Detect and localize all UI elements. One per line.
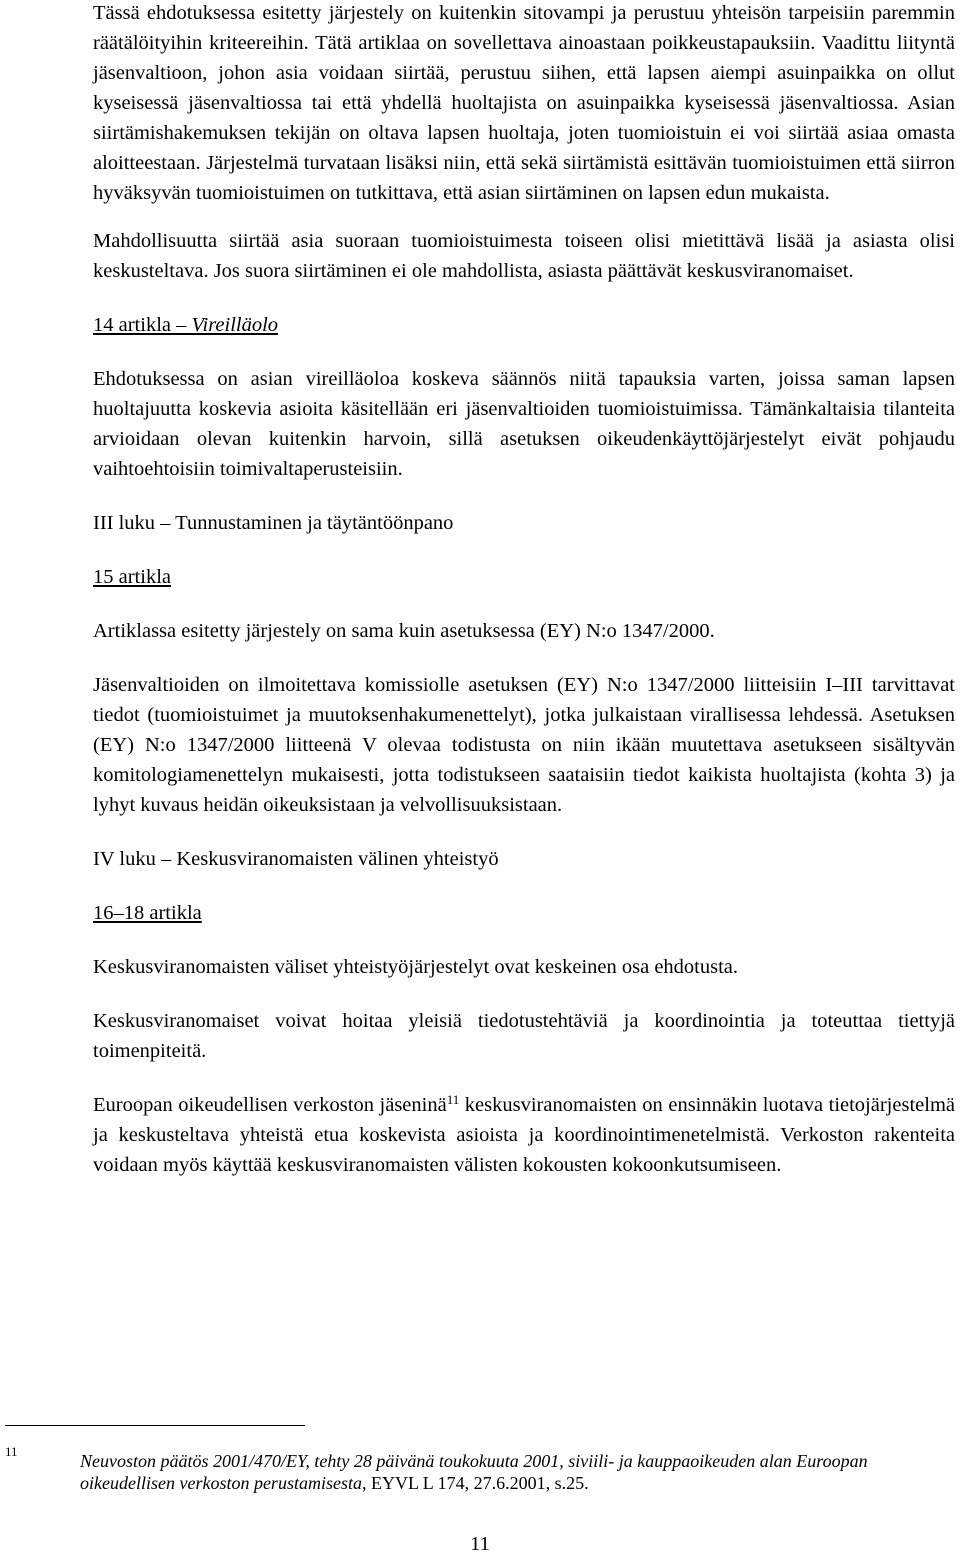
- article-15-title: 15 artikla: [93, 566, 171, 588]
- paragraph-judicial-network-rest: keskusviranomaisten on ensinnäkin luotava tietojärjestelmä ja keskusteltava yhteistä etua koskevista asioista ja koordinointimenetelmistä. Verkoston rakenteita voidaan myös käyttää keskusviranomaisten välisten kokousten kokoonkutsumiseen.: [93, 1094, 955, 1176]
- footnote-reference[interactable]: 11: [446, 1092, 460, 1107]
- article-15-heading: [93, 562, 955, 592]
- article-14-number: 14 artikla –: [93, 314, 192, 336]
- paragraph-transfer-criteria: Tässä ehdotuksessa esitetty järjestely on kuitenkin sitovampi ja perustuu yhteisön tarpeisiin paremmin räätälöityihin kriteereihin. Tätä artiklaa on sovellettava ainoastaan poikkeustapauksiin. Vaadittu liityntä jäsenvaltioon, johon asia voidaan siirtää, perustuu siihen, että lapsen aiempi asuinpaikka on ollut kyseisessä jäsenvaltiossa tai että yhdellä huoltajista on asuinpaikka kyseisessä jäsenvaltiossa. Asian siirtämishakemuksen tekijän on oltava lapsen huoltaja, joten tuomioistuin ei voi siirtää asiaa omasta aloitteestaan. Järjestelmä turvataan lisäksi niin, että sekä siirtämistä esittävän tuomioistuimen että siirron hyväksyvän tuomioistuimen on tutkittava, että asian siirtäminen on lapsen edun mukaista.: [93, 2, 955, 204]
- paragraph-cooperation: Keskusviranomaisten väliset yhteistyöjärjestelyt ovat keskeinen osa ehdotusta.: [93, 956, 739, 978]
- footnote-citation: , EYVL L 174, 27.6.2001, s.25.: [361, 1473, 589, 1493]
- article-16-18-title: 16–18 artikla: [93, 902, 202, 924]
- page-number: 11: [470, 1533, 490, 1555]
- paragraph-direct-transfer: Mahdollisuutta siirtää asia suoraan tuomioistuimesta toiseen olisi mietittävä lisää ja asiasta olisi keskusteltava. Jos suora siirtäminen ei ole mahdollista, asiasta päättävät keskusviranomaiset.: [93, 230, 955, 282]
- article-14-title: Vireilläolo: [191, 314, 279, 336]
- footnote-text: [80, 1450, 957, 1494]
- article-14-heading: [93, 310, 955, 340]
- chapter-3-heading: III luku – Tunnustaminen ja täytäntöönpano: [93, 512, 454, 534]
- paragraph-judicial-network-start: Euroopan oikeudellisen verkoston jäseninä: [93, 1094, 447, 1116]
- article-16-18-heading: [93, 898, 955, 928]
- paragraph-lis-pendens: Ehdotuksessa on asian vireilläoloa koskeva säännös niitä tapauksia varten, joissa saman lapsen huoltajuutta koskevia asioita käsitellään eri jäsenvaltioiden tuomioistuimissa. Tämänkaltaisia tilanteita arvioidaan olevan kuitenkin harvoin, sillä asetuksen oikeudenkäyttöjärjestelyt eivät pohjaudu vaihtoehtoisiin toimivaltaperusteisiin.: [93, 368, 955, 480]
- paragraph-central-authorities: Keskusviranomaiset voivat hoitaa yleisiä tiedotustehtäviä ja koordinointia ja toteuttaa tiettyjä toimenpiteitä.: [93, 1010, 955, 1062]
- paragraph-annexes: Jäsenvaltioiden on ilmoitettava komissiolle asetuksen (EY) N:o 1347/2000 liitteisiin I–III tarvittavat tiedot (tuomioistuimet ja muutoksenhakumenettelyt), jotka julkaistaan virallisessa lehdessä. Asetuksen (EY) N:o 1347/2000 liitteenä V olevaa todistusta on niin ikään muutettava asetukseen sisältyvän komitologiamenettelyn mukaisesti, jotta todistukseen saataisiin tiedot kaikista huoltajista (kohta 3) ja lyhyt kuvaus heidän oikeuksistaan ja velvollisuuksistaan.: [93, 674, 955, 816]
- paragraph-article-15: Artiklassa esitetty järjestely on sama kuin asetuksessa (EY) N:o 1347/2000.: [93, 620, 715, 642]
- footnote-title: Neuvoston päätös 2001/470/EY, tehty 28 päivänä toukokuuta 2001, siviili- ja kauppaoikeuden alan Euroopan oikeudellisen verkoston perustamisesta: [80, 1451, 868, 1493]
- document-body: [93, 0, 955, 1180]
- paragraph-judicial-network: [93, 1090, 955, 1180]
- footnote-number: 11: [5, 1444, 18, 1459]
- footnote-separator: [5, 1425, 305, 1426]
- chapter-4-heading: IV luku – Keskusviranomaisten välinen yhteistyö: [93, 848, 499, 870]
